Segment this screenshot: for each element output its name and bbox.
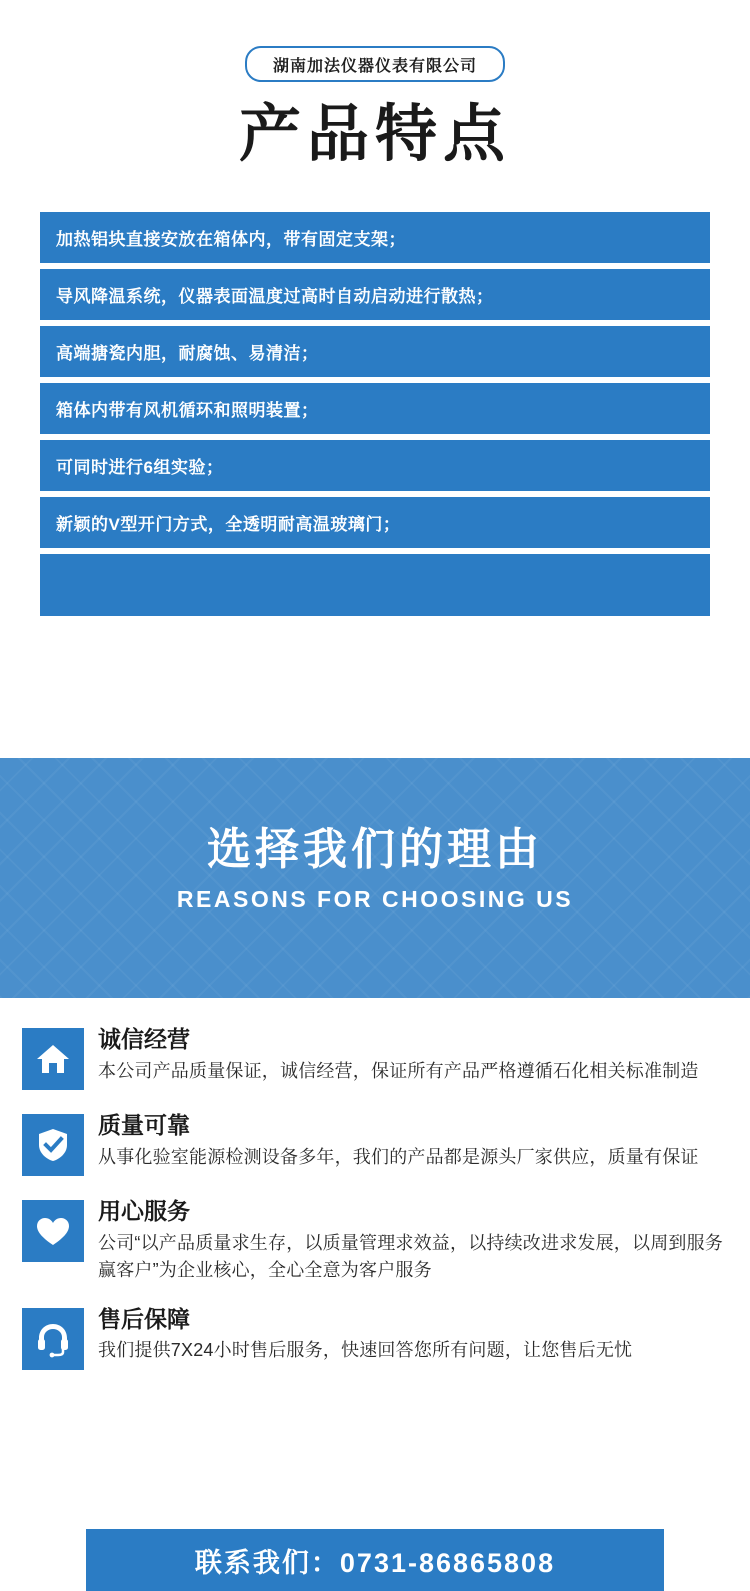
headset-icon bbox=[22, 1308, 84, 1370]
page-title: 产品特点 bbox=[238, 100, 511, 169]
list-item: 可同时进行6组实验； bbox=[40, 440, 710, 491]
reasons-banner bbox=[0, 758, 750, 998]
list-item bbox=[22, 1112, 728, 1176]
feature-list bbox=[0, 212, 750, 616]
footer-corner-left bbox=[0, 1529, 86, 1591]
reason-text bbox=[98, 1026, 728, 1085]
reason-title: 诚信经营 bbox=[98, 1026, 190, 1052]
banner-title-en: REASONS FOR CHOOSING US bbox=[176, 886, 574, 913]
company-badge: 湖南加法仪器仪表有限公司 bbox=[245, 46, 505, 82]
reason-desc: 本公司产品质量保证，诚信经营，保证所有产品严格遵循石化相关标准制造 bbox=[98, 1060, 699, 1081]
footer-contact-bar bbox=[0, 1529, 750, 1591]
reason-list bbox=[0, 998, 750, 1370]
home-icon bbox=[22, 1028, 84, 1090]
reason-desc: 从事化验室能源检测设备多年，我们的产品都是源头厂家供应，质量有保证 bbox=[98, 1146, 699, 1167]
heart-icon bbox=[22, 1200, 84, 1262]
features-section bbox=[0, 46, 750, 758]
list-item bbox=[22, 1026, 728, 1090]
list-item: 高端搪瓷内胆，耐腐蚀、易清洁； bbox=[40, 326, 710, 377]
banner-content bbox=[0, 758, 750, 913]
list-item: 新颖的V型开门方式，全透明耐高温玻璃门； bbox=[40, 497, 710, 548]
reason-desc: 我们提供7X24小时售后服务，快速回答您所有问题，让您售后无忧 bbox=[98, 1340, 633, 1361]
list-item bbox=[40, 554, 710, 616]
product-detail-page bbox=[0, 46, 750, 1591]
footer-corner-right bbox=[664, 1529, 750, 1591]
list-item bbox=[22, 1306, 728, 1370]
reason-title: 用心服务 bbox=[98, 1198, 190, 1224]
reason-desc: 公司“以产品质量求生存，以质量管理求效益，以持续改进求发展，以周到服务赢客户”为企业核心，全心全意为客户服务 bbox=[98, 1232, 723, 1280]
list-item: 加热铝块直接安放在箱体内，带有固定支架； bbox=[40, 212, 710, 263]
reason-title: 售后保障 bbox=[98, 1305, 190, 1332]
reason-text bbox=[98, 1112, 728, 1171]
list-item: 导风降温系统，仪器表面温度过高时自动启动进行散热； bbox=[40, 269, 710, 320]
banner-title-cn: 选择我们的理由 bbox=[207, 825, 543, 874]
shield-check-icon bbox=[22, 1114, 84, 1176]
reason-title: 质量可靠 bbox=[98, 1112, 190, 1138]
list-item bbox=[22, 1198, 728, 1284]
footer-contact-text: 联系我们：0731-86865808 bbox=[194, 1547, 556, 1578]
reason-text bbox=[98, 1198, 728, 1284]
reason-text bbox=[98, 1306, 728, 1365]
list-item: 箱体内带有风机循环和照明装置； bbox=[40, 383, 710, 434]
